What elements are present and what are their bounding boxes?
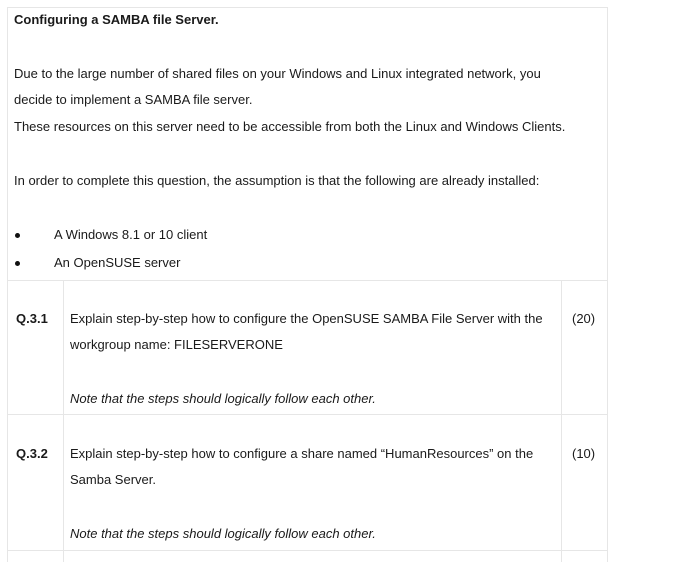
grid-row-divider (7, 550, 608, 551)
question-text-line-2: workgroup name: FILESERVERONE (70, 337, 283, 352)
intro-line-1: Due to the large number of shared files on your Windows and Linux integrated network, you (14, 66, 541, 81)
grid-right-border (607, 7, 608, 562)
grid-col-divider (63, 280, 64, 562)
question-number: Q.3.2 (16, 446, 48, 461)
bullet-icon (15, 233, 20, 238)
grid-row-divider (7, 280, 608, 281)
grid-row-divider (7, 414, 608, 415)
grid-top-border (7, 7, 608, 8)
bullet-icon (15, 261, 20, 266)
grid-col-divider (561, 280, 562, 562)
installed-item: An OpenSUSE server (54, 255, 181, 270)
question-number: Q.3.1 (16, 311, 48, 326)
question-marks: (20) (572, 311, 596, 326)
section-title: Configuring a SAMBA file Server. (14, 12, 219, 27)
installed-item: A Windows 8.1 or 10 client (54, 227, 208, 242)
question-note: Note that the steps should logically follow each other. (70, 391, 376, 406)
intro-line-2: decide to implement a SAMBA file server. (14, 92, 253, 107)
grid-left-border (7, 7, 8, 562)
question-text-line-1: Explain step-by-step how to configure a share named “HumanResources” on the (70, 446, 534, 461)
question-marks: (10) (572, 446, 596, 461)
intro-line-4: In order to complete this question, the assumption is that the following are already installed: (14, 173, 540, 188)
question-text-line-2: Samba Server. (70, 472, 156, 487)
question-note: Note that the steps should logically follow each other. (70, 526, 376, 541)
question-text-line-1: Explain step-by-step how to configure the OpenSUSE SAMBA File Server with the (70, 311, 543, 326)
intro-line-3: These resources on this server need to be accessible from both the Linux and Windows Clients. (14, 119, 566, 134)
